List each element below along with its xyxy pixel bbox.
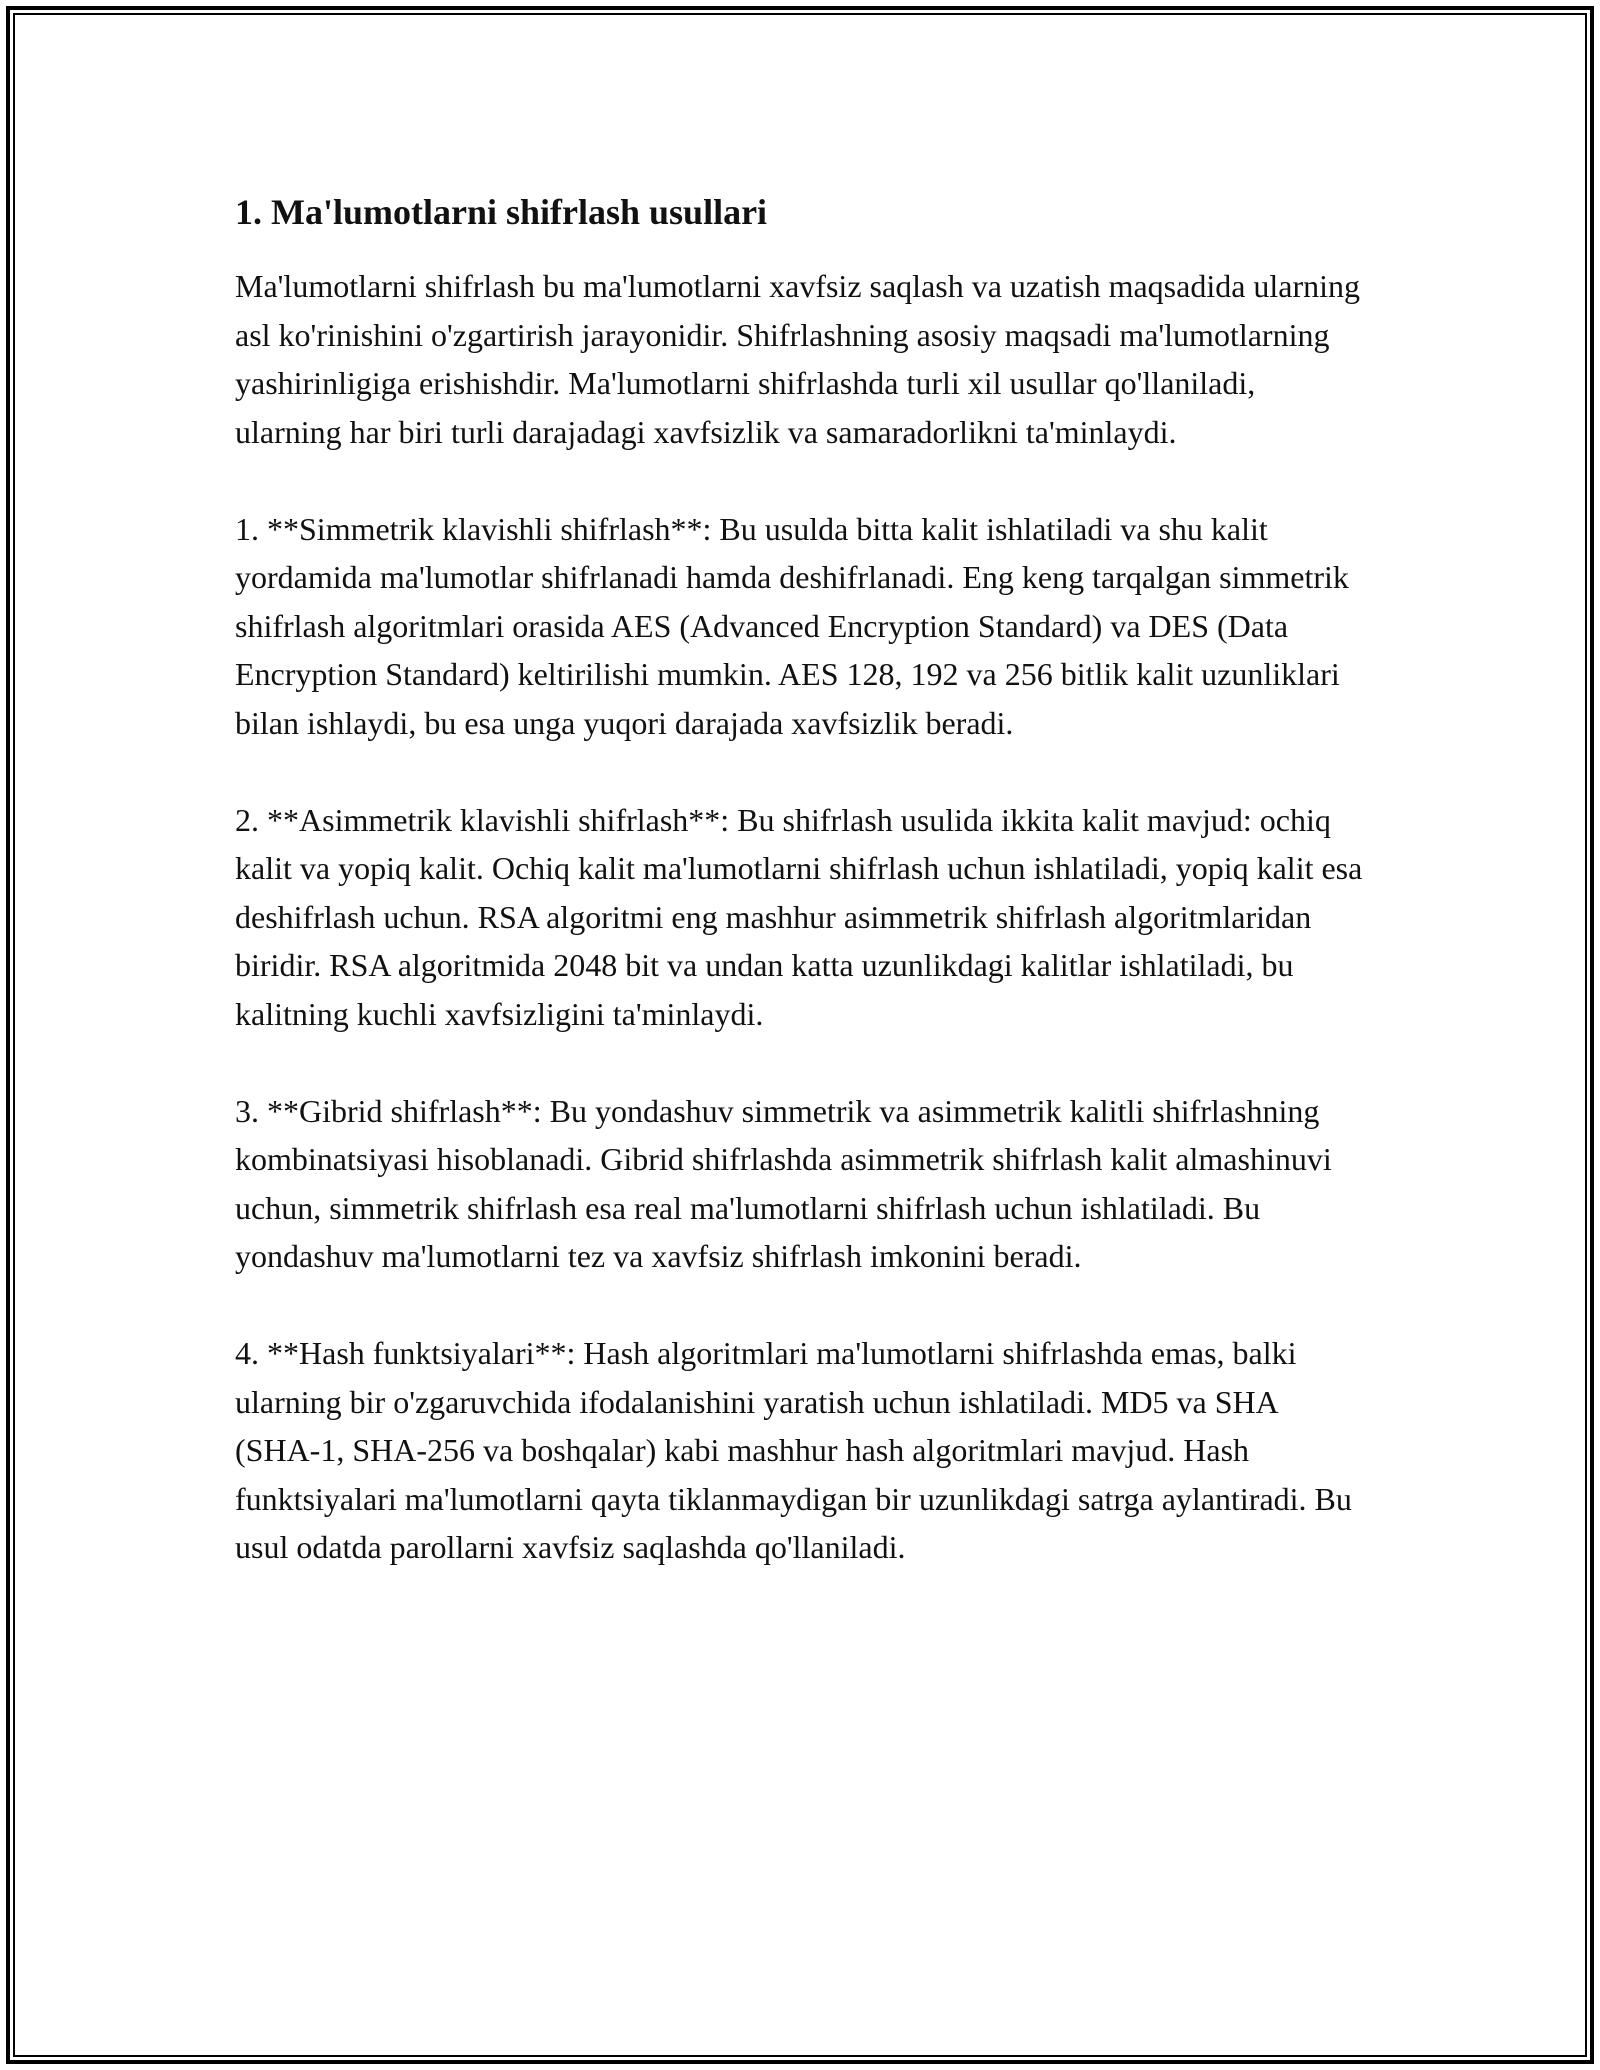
paragraph-intro: Ma'lumotlarni shifrlash bu ma'lumotlarni xavfsiz saqlash va uzatish maqsadida ularning asl ko'rinishini o'zgartirish jarayonidir. Shifrlashning asosiy maqsadi ma'lumotlarning yashirinligiga erishishdir. Ma'lumotlarni shifrlashda turli xil usullar qo'llaniladi, ularning har biri turli darajadagi xavfsizlik va samaradorlikni ta'minlaydi. [235, 268, 1361, 450]
document-title: 1. Ma'lumotlarni shifrlash usullari [235, 192, 768, 232]
paragraph-symmetric: 1. **Simmetrik klavishli shifrlash**: Bu usulda bitta kalit ishlatiladi va shu kalit yordamida ma'lumotlar shifrlanadi hamda deshifrlanadi. Eng keng tarqalgan simmetrik shifrlash algoritmlari orasida AES (Advanced Encryption Standard) va DES (Data Encryption Standard) keltirilishi mumkin. AES 128, 192 va 256 bitlik kalit uzunliklari bilan ishlaydi, bu esa unga yuqori darajada xavfsizlik beradi. [235, 510, 1349, 741]
paragraph-asymmetric: 2. **Asimmetrik klavishli shifrlash**: Bu shifrlash usulida ikkita kalit mavjud: ochiq kalit va yopiq kalit. Ochiq kalit ma'lumotlarni shifrlash uchun ishlatiladi, yopiq kalit esa deshifrlash uchun. RSA algoritmi eng mashhur asimmetrik shifrlash algoritmlaridan biridir. RSA algoritmida 2048 bit va undan katta uzunlikdagi kalitlar ishlatiladi, bu kalitning kuchli xavfsizligini ta'minlaydi. [235, 801, 1363, 1032]
document-body [235, 188, 1365, 1620]
paragraph-hash: 4. **Hash funktsiyalari**: Hash algoritmlari ma'lumotlarni shifrlashda emas, balki ularning bir o'zgaruvchida ifodalanishini yaratish uchun ishlatiladi. MD5 va SHA (SHA-1, SHA-256 va boshqalar) kabi mashhur hash algoritmlari mavjud. Hash funktsiyalari ma'lumotlarni qayta tiklanmaydigan bir uzunlikdagi satrga aylantiradi. Bu usul odatda parollarni xavfsiz saqlashda qo'llaniladi. [235, 1335, 1352, 1565]
paragraph-hybrid: 3. **Gibrid shifrlash**: Bu yondashuv simmetrik va asimmetrik kalitli shifrlashning kombinatsiyasi hisoblanadi. Gibrid shifrlashda asimmetrik shifrlash kalit almashinuvi uchun, simmetrik shifrlash esa real ma'lumotlarni shifrlash uchun ishlatiladi. Bu yondashuv ma'lumotlarni tez va xavfsiz shifrlash imkonini beradi. [235, 1092, 1332, 1274]
